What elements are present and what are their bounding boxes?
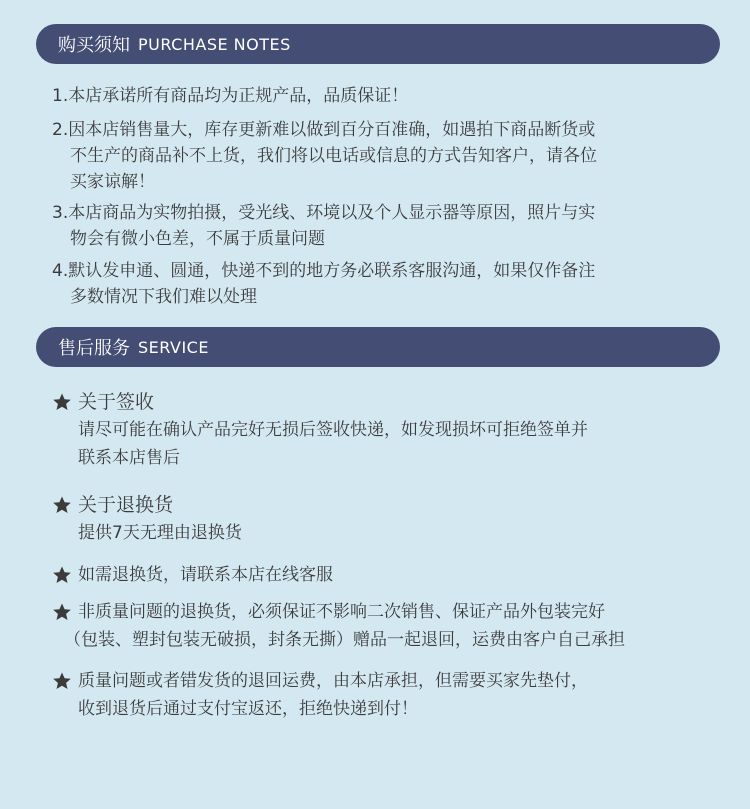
service-item-signing xyxy=(52,388,712,472)
service-item-returns-text-1: 提供7天无理由退换货 xyxy=(78,523,242,543)
service-item-quality-shipping xyxy=(52,667,712,723)
purchase-note-2-line-3: 买家谅解！ xyxy=(70,172,155,192)
service-item-signing-text-2: 联系本店售后 xyxy=(78,448,180,468)
purchase-note-1 xyxy=(52,83,692,109)
service-item-non-quality xyxy=(52,598,712,654)
service-item-quality-shipping-text-1: 收到退货后通过支付宝返还，拒绝快递到付！ xyxy=(78,699,418,719)
service-item-returns xyxy=(52,491,712,547)
purchase-note-2 xyxy=(52,117,692,195)
service-item-returns-title: 关于退换货 xyxy=(78,494,174,516)
purchase-note-3-line-1: 3.本店商品为实物拍摄，受光线、环境以及个人显示器等原因，照片与实 xyxy=(52,203,596,223)
after-sales-header xyxy=(36,327,720,367)
purchase-note-3 xyxy=(52,200,692,252)
service-item-contact-title: 如需退换货，请联系本店在线客服 xyxy=(78,565,333,585)
purchase-note-4 xyxy=(52,258,692,310)
service-item-signing-title: 关于签收 xyxy=(78,391,155,413)
star-icon xyxy=(52,392,72,412)
purchase-notes-title-cn: 购买须知 xyxy=(58,35,130,56)
after-sales-title-cn: 售后服务 xyxy=(58,338,130,359)
purchase-note-2-line-2: 不生产的商品补不上货，我们将以电话或信息的方式告知客户，请各位 xyxy=(70,146,597,166)
purchase-note-1-line-1: 1.本店承诺所有商品均为正规产品，品质保证！ xyxy=(52,86,409,106)
after-sales-title-en: SERVICE xyxy=(138,337,209,357)
star-icon xyxy=(52,602,72,622)
service-item-signing-text-1: 请尽可能在确认产品完好无损后签收快递，如发现损坏可拒绝签单并 xyxy=(78,420,588,440)
purchase-note-3-line-2: 物会有微小色差，不属于质量问题 xyxy=(70,229,325,249)
purchase-notes-header xyxy=(36,24,720,64)
purchase-note-4-line-2: 多数情况下我们难以处理 xyxy=(70,287,257,307)
purchase-note-4-line-1: 4.默认发申通、圆通，快递不到的地方务必联系客服沟通，如果仅作备注 xyxy=(52,261,596,281)
service-item-non-quality-text-1: （包装、塑封包装无破损，封条无撕）赠品一起退回，运费由客户自己承担 xyxy=(64,630,625,650)
star-icon xyxy=(52,671,72,691)
service-item-non-quality-title: 非质量问题的退换货，必须保证不影响二次销售、保证产品外包装完好 xyxy=(78,602,605,622)
purchase-notes-title-en: PURCHASE NOTES xyxy=(138,34,291,54)
purchase-note-2-line-1: 2.因本店销售量大，库存更新难以做到百分百准确，如遇拍下商品断货或 xyxy=(52,120,596,140)
star-icon xyxy=(52,495,72,515)
service-item-quality-shipping-title: 质量问题或者错发货的退回运费，由本店承担，但需要买家先垫付， xyxy=(78,671,588,691)
service-item-contact xyxy=(52,561,712,589)
star-icon xyxy=(52,565,72,585)
